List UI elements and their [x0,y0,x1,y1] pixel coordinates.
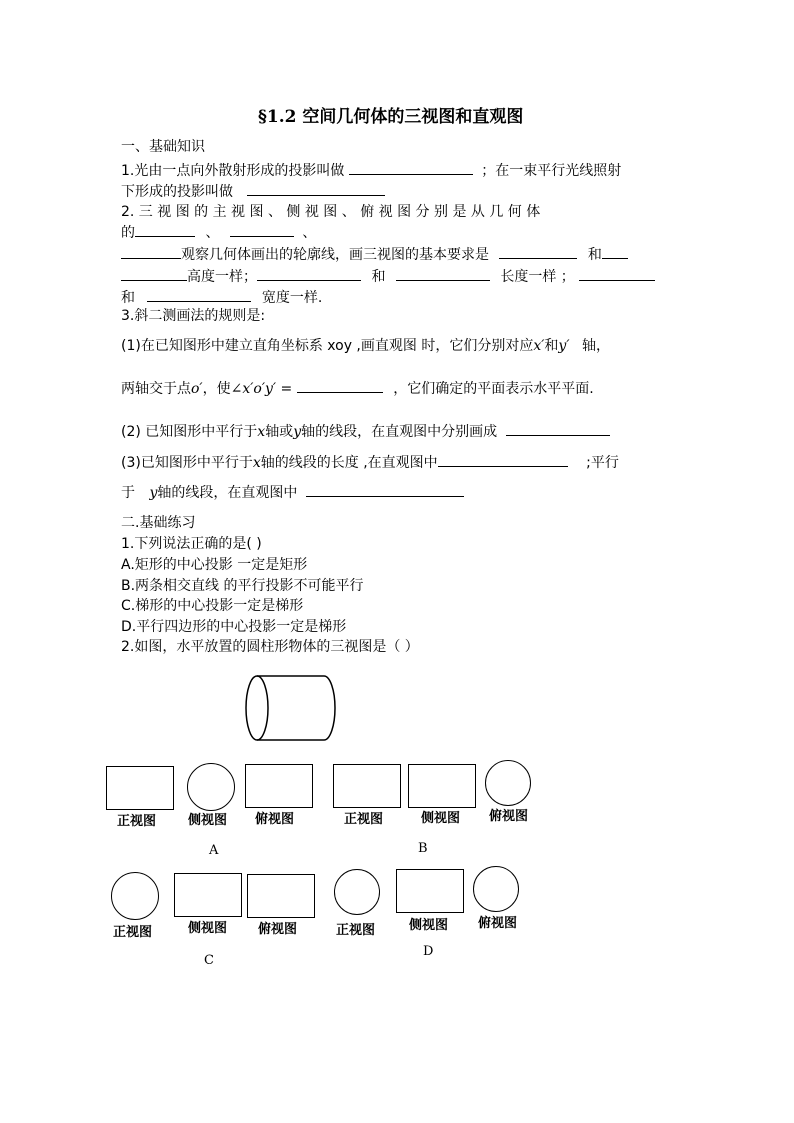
r3-text-a: (3)已知图形中平行于 [121,455,253,471]
math-y: y [293,424,302,440]
option-a-letter: A [209,843,219,858]
q2-and-2: 和 [371,269,386,285]
option-b-top-label: 俯视图 [489,809,529,824]
option-b-side-label: 侧视图 [421,811,461,826]
q2-text-e: 高度一样； [187,269,257,285]
r1-text-c: 两轴交于点 [121,381,191,397]
q2-blank-2[interactable] [230,222,294,237]
q2-blank-9[interactable] [579,266,655,281]
math-angle: ∠x′o′y′ = [230,381,293,397]
q2-blank-5[interactable] [602,244,628,259]
r1-text-a: (1)在已知图形中建立直角坐标系 xoy ,画直观图 时，它们分别对应 [121,338,534,354]
q1-blank-1[interactable] [349,160,473,175]
section-heading-basic-practice: 二.基础练习 [121,515,196,531]
question-2-line-4 [121,266,655,286]
exercise-2-stem: 2.如图，水平放置的圆柱形物体的三视图是（ ） [121,639,419,655]
question-2-line-2 [121,222,316,242]
option-b-front-view-shape [333,764,401,808]
exercise-1-option-a: A.矩形的中心投影 一定是矩形 [121,557,308,573]
cylinder-figure [240,672,340,744]
option-d-letter: D [423,944,434,959]
page-title: §1.2 空间几何体的三视图和直观图 [258,107,524,127]
rule-1-line-1 [121,337,610,355]
option-d-front-view-shape [334,869,380,915]
option-b-letter: B [418,841,428,856]
option-a-top-view-shape [245,764,313,808]
q2-text-c: 观察几何体画出的轮廓线，画三视图的基本要求是 [181,247,489,263]
r1-text-b: 轴， [581,338,610,354]
option-c-side-label: 侧视图 [188,921,228,936]
r3-text-e: 轴的线段，在直观图中 [157,485,298,501]
q2-blank-4[interactable] [499,244,577,259]
r1-text-d: ，使 [202,381,231,397]
r1-blank[interactable] [297,378,383,393]
rule-3-line-1 [121,452,619,472]
question-1-line-2 [121,181,385,201]
option-b-top-view-shape [485,760,531,806]
q2-text-b: 的 [121,225,135,241]
option-c-side-view-shape [174,873,242,917]
option-a-side-label: 侧视图 [188,813,228,828]
question-3-heading: 3.斜二测画法的规则是: [121,308,266,324]
question-2-line-5 [121,287,322,307]
q2-sep-1: 、 [205,225,220,241]
math-x: x [252,455,261,471]
option-b-front-label: 正视图 [344,812,384,827]
math-y-prime: y′ [558,338,570,354]
r3-text-d: 于 [121,485,135,501]
option-b-side-view-shape [408,764,476,808]
q2-text-f: 长度一样 ； [500,269,575,285]
option-a-top-label: 俯视图 [255,812,295,827]
option-a-front-label: 正视图 [117,814,157,829]
math-y: y [149,485,158,501]
section-heading-basic-knowledge: 一、基础知识 [121,139,205,155]
q2-blank-6[interactable] [121,266,187,281]
question-2-line-3 [121,244,628,264]
r2-text-a: (2) 已知图形中平行于 [121,424,258,440]
r2-blank[interactable] [506,421,610,436]
q1-blank-2[interactable] [247,181,385,196]
q2-and-1: 和 [587,247,602,263]
r3-blank-1[interactable] [438,452,568,467]
option-a-front-view-shape [106,766,174,810]
r3-text-b: 轴的线段的长度 ,在直观图中 [260,455,438,471]
math-x-prime: x′ [533,338,545,354]
math-x: x [257,424,266,440]
rule-2 [121,421,610,441]
r2-text-c: 轴的线段，在直观图中分别画成 [301,424,498,440]
q2-blank-8[interactable] [396,266,490,281]
rule-3-line-2 [121,482,464,502]
option-c-front-view-shape [111,872,159,920]
exercise-1-option-d: D.平行四边形的中心投影一定是梯形 [121,619,347,635]
q1-text-c: 下形成的投影叫做 [121,184,233,200]
question-1-line-1 [121,160,621,180]
r1-text-e: ，它们确定的平面表示水平平面. [393,381,594,397]
q2-blank-3[interactable] [121,244,181,259]
r3-text-c: ;平行 [586,455,619,471]
rule-1-line-2 [121,378,594,398]
q2-blank-10[interactable] [147,287,251,302]
r2-text-b: 轴或 [265,424,294,440]
r3-blank-2[interactable] [306,482,464,497]
q2-blank-7[interactable] [257,266,361,281]
option-c-letter: C [204,953,214,968]
question-2-line-1: 2. 三 视 图 的 主 视 图 、 侧 视 图 、 俯 视 图 分 别 是 从 几 何 体 [121,204,541,220]
option-d-side-view-shape [396,869,464,913]
option-d-top-view-shape [473,866,519,912]
option-d-front-label: 正视图 [336,923,376,938]
option-d-side-label: 侧视图 [409,918,449,933]
q2-text-g: 宽度一样. [261,290,323,306]
math-o-prime: o′ [191,381,203,397]
option-c-top-label: 俯视图 [258,922,298,937]
q1-text-a: 1.光由一点向外散射形成的投影叫做 [121,163,345,179]
exercise-1-stem: 1.下列说法正确的是( ) [121,536,262,552]
option-c-front-label: 正视图 [113,925,153,940]
q2-and-3: 和 [121,290,135,306]
exercise-1-option-c: C.梯形的中心投影一定是梯形 [121,598,304,614]
option-d-top-label: 俯视图 [478,916,518,931]
q2-sep-2: 、 [302,225,317,241]
q2-blank-1[interactable] [135,222,195,237]
option-a-side-view-shape [187,763,235,811]
q1-text-b: ；在一束平行光线照射 [481,163,622,179]
option-c-top-view-shape [247,874,315,918]
exercise-1-option-b: B.两条相交直线 的平行投影不可能平行 [121,578,364,594]
r1-and: 和 [544,338,559,354]
